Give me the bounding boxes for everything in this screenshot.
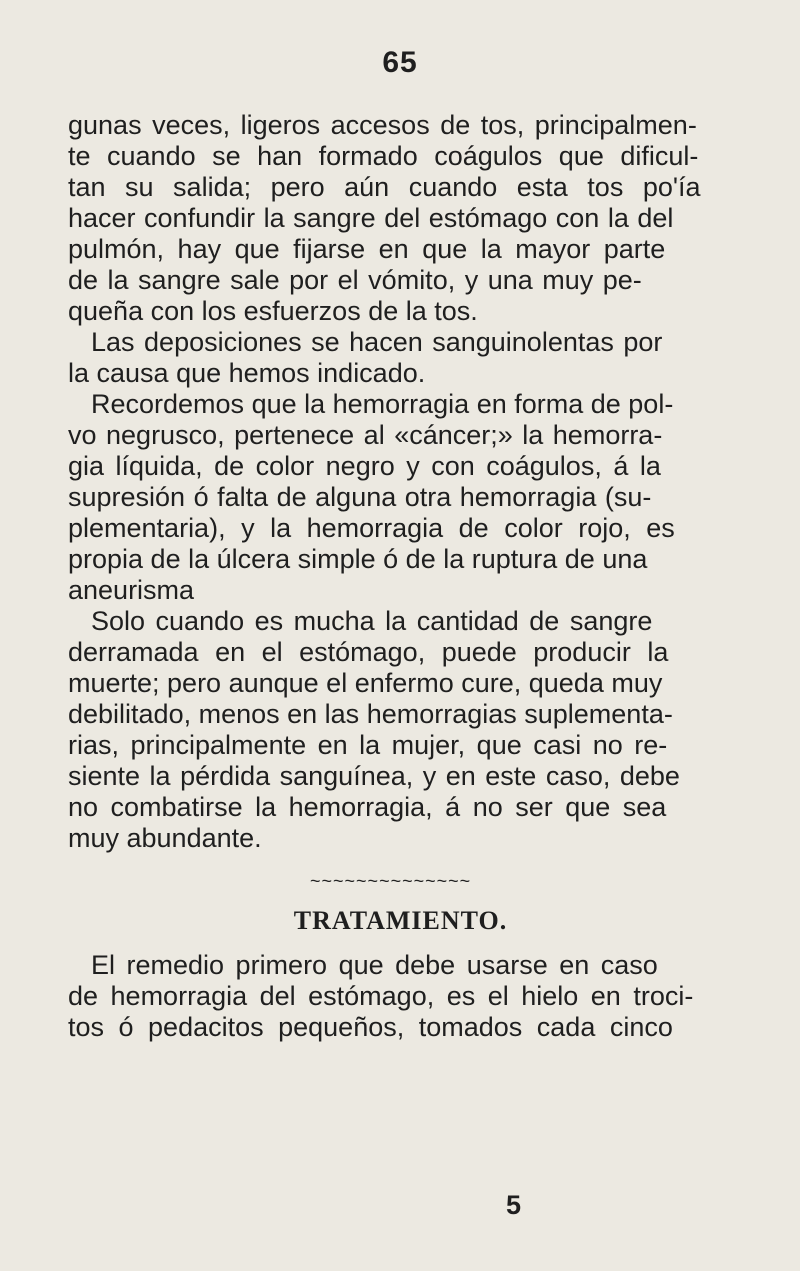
ornament-divider [68,864,733,891]
paragraph-start-line: Solo cuando es mucha la cantidad de sangre [91,606,653,636]
body-text [68,110,733,1043]
text-line: la causa que hemos indicado. [68,358,426,388]
signature-mark: 5 [506,1190,522,1220]
paragraph-start-line: El remedio primero que debe usarse en caso [91,950,658,980]
text-line: plementaria), y la hemorragia de color rojo, es [68,513,675,543]
text-line: aneurisma [68,575,195,605]
text-line: tos ó pedacitos pequeños, tomados cada cinco [68,1012,673,1042]
text-line: tan su salida; pero aún cuando esta tos po'ía [68,172,701,202]
text-line: gunas veces, ligeros accesos de tos, principalmen- [68,110,697,140]
text-line: vo negrusco, pertenece al «cáncer;» la hemorra- [68,420,663,450]
text-line: gia líquida, de color negro y con coágulos, á la [68,451,661,481]
text-line: supresión ó falta de alguna otra hemorragia (su- [68,482,652,512]
text-line: derramada en el estómago, puede producir la [68,637,669,667]
text-line: pulmón, hay que fijarse en que la mayor parte [68,234,666,264]
text-line: de la sangre sale por el vómito, y una muy pe- [68,265,642,295]
text-line: debilitado, menos en las hemorragias suplementa- [68,699,673,729]
text-line: queña con los esfuerzos de la tos. [68,296,478,326]
text-line: de hemorragia del estómago, es el hielo en troci- [68,981,694,1011]
section-heading: TRATAMIENTO. [293,906,508,935]
text-line: hacer confundir la sangre del estómago con la del [68,203,674,233]
text-line: propia de la úlcera simple ó de la ruptura de una [68,544,648,574]
text-line: no combatirse la hemorragia, á no ser que sea [68,792,667,822]
text-line: muerte; pero aunque el enfermo cure, queda muy [68,668,663,698]
text-line: siente la pérdida sanguínea, y en este caso, debe [68,761,680,791]
paragraph-start-line: Recordemos que la hemorragia en forma de pol- [91,389,674,419]
text-line: te cuando se han formado coágulos que dificul- [68,141,699,171]
paragraph-start-line: Las deposiciones se hacen sanguinolentas por [91,327,663,357]
page-number: 65 [382,46,418,79]
text-line: muy abundante. [68,823,262,853]
text-line: rias, principalmente en la mujer, que casi no re- [68,730,668,760]
wavy-rule: ~~~~~~~~~~~~~~ [310,871,472,891]
